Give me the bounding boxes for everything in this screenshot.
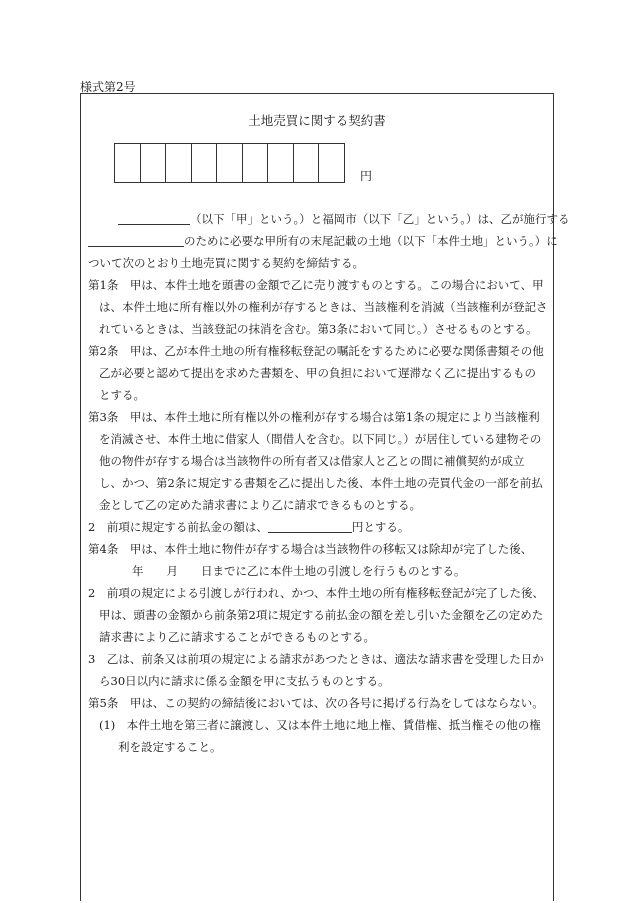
line-text: 第1条 甲は、本件土地を頭書の金額で乙に売り渡すものとする。この場合において、甲: [88, 278, 544, 292]
contract-line: [88, 714, 552, 736]
line-text: し、かつ、第2条に規定する書類を乙に提出した後、本件土地の売買代金の一部を前払: [99, 476, 543, 490]
line-text: 甲は、頭書の金額から前条第2項に規定する前払金の額を差し引いた金額を乙の定めた: [99, 608, 544, 622]
line-text: 第3条 甲は、本件土地に所有権以外の権利が存する場合は第1条の規定により当該権利: [88, 410, 540, 424]
line-text: (1) 本件土地を第三者に譲渡し、又は本件土地に地上権、賃借権、抵当権その他の権: [99, 718, 541, 732]
contract-body: [88, 208, 570, 758]
contract-line: [88, 208, 570, 230]
line-text: を消滅させ、本件土地に借家人（間借人を含む。以下同じ。）が居住している建物その: [99, 432, 542, 446]
line-text: 他の物件が存する場合は当該物件の所有者又は借家人と乙との間に補償契約が成立: [99, 454, 525, 468]
contract-line: [88, 648, 552, 670]
line-text: 第2条 甲は、乙が本件土地の所有権移転登記の嘱託をするために必要な関係書類その他: [88, 344, 544, 358]
contract-line: [88, 626, 552, 648]
amount-digit-box[interactable]: [268, 144, 294, 182]
contract-line: [88, 450, 552, 472]
form-number: 様式第2号: [80, 80, 136, 94]
line-text: 請求書により乙に請求することができるものとする。: [99, 630, 375, 644]
amount-digit-box[interactable]: [141, 144, 167, 182]
line-text: 乙が必要と認めて提出を求めた書類を、甲の負担において遅滞なく乙に提出するもの: [99, 366, 536, 380]
contract-line: [88, 384, 552, 406]
line-text: のために必要な甲所有の末尾記載の土地（以下「本件土地」という。）に: [184, 234, 558, 248]
contract-line: [88, 604, 552, 626]
amount-digit-box[interactable]: [319, 144, 345, 182]
line-text: 第5条 甲は、この契約の締結後においては、次の各号に掲げる行為をしてはならない。: [88, 696, 544, 710]
amount-digit-box[interactable]: [294, 144, 320, 182]
amount-unit: 円: [360, 169, 373, 183]
contract-line: [88, 252, 552, 274]
contract-line: [88, 516, 552, 538]
amount-digit-box[interactable]: [192, 144, 218, 182]
line-text: 第4条 甲は、本件土地に物件が存する場合は当該物件の移転又は除却が完了した後、: [88, 542, 533, 556]
amount-digit-box[interactable]: [166, 144, 192, 182]
line-text: 利を設定すること。: [118, 740, 222, 754]
line-text: は、本件土地に所有権以外の権利が存するときは、当該権利を消滅（当該権利が登記さ: [99, 300, 548, 314]
contract-line: [88, 538, 552, 560]
contract-line: [88, 560, 552, 582]
line-text: 3 乙は、前条又は前項の規定による請求があつたときは、適法な請求書を受理した日か: [88, 652, 544, 666]
contract-line: [88, 362, 552, 384]
amount-digit-boxes[interactable]: [114, 143, 345, 183]
contract-line: [88, 428, 552, 450]
contract-line: [88, 296, 552, 318]
contract-line: [88, 230, 558, 252]
line-text: 金として乙の定めた請求書により乙に請求できるものとする。: [99, 498, 421, 512]
fill-in-blank[interactable]: [268, 518, 352, 533]
amount-digit-box[interactable]: [217, 144, 243, 182]
document-title: 土地売買に関する契約書: [248, 113, 386, 128]
contract-line: [88, 736, 552, 758]
amount-digit-box[interactable]: [115, 144, 141, 182]
fill-in-blank[interactable]: [118, 210, 190, 225]
line-text: ついて次のとおり土地売買に関する契約を締結する。: [88, 256, 364, 270]
contract-line: [88, 340, 552, 362]
contract-line: [88, 494, 552, 516]
line-text: とする。: [99, 388, 145, 402]
line-text: 年 月 日までに乙に本件土地の引渡しを行うものとする。: [132, 564, 466, 578]
line-text: 2 前項に規定する前払金の額は、: [88, 520, 268, 534]
contract-line: [88, 472, 552, 494]
fill-in-blank[interactable]: [88, 232, 184, 247]
contract-line: [88, 582, 552, 604]
contract-line: [88, 274, 552, 296]
contract-line: [88, 692, 552, 714]
line-text: 2 前項の規定による引渡しが行われ、かつ、本件土地の所有権移転登記が完了した後、: [88, 586, 545, 600]
line-text: ら30日以内に請求に係る金額を甲に支払うものとする。: [99, 674, 390, 688]
contract-frame: [80, 93, 570, 901]
line-text-after: 円とする。: [351, 520, 410, 534]
amount-digit-box[interactable]: [243, 144, 269, 182]
line-text: （以下「甲」という。）と福岡市（以下「乙」という。）は、乙が施行する: [190, 212, 570, 226]
contract-line: [88, 670, 552, 692]
contract-line: [88, 406, 552, 428]
contract-line: [88, 318, 552, 340]
line-text: れているときは、当該登記の抹消を含む。第3条において同じ。）させるものとする。: [99, 322, 538, 336]
